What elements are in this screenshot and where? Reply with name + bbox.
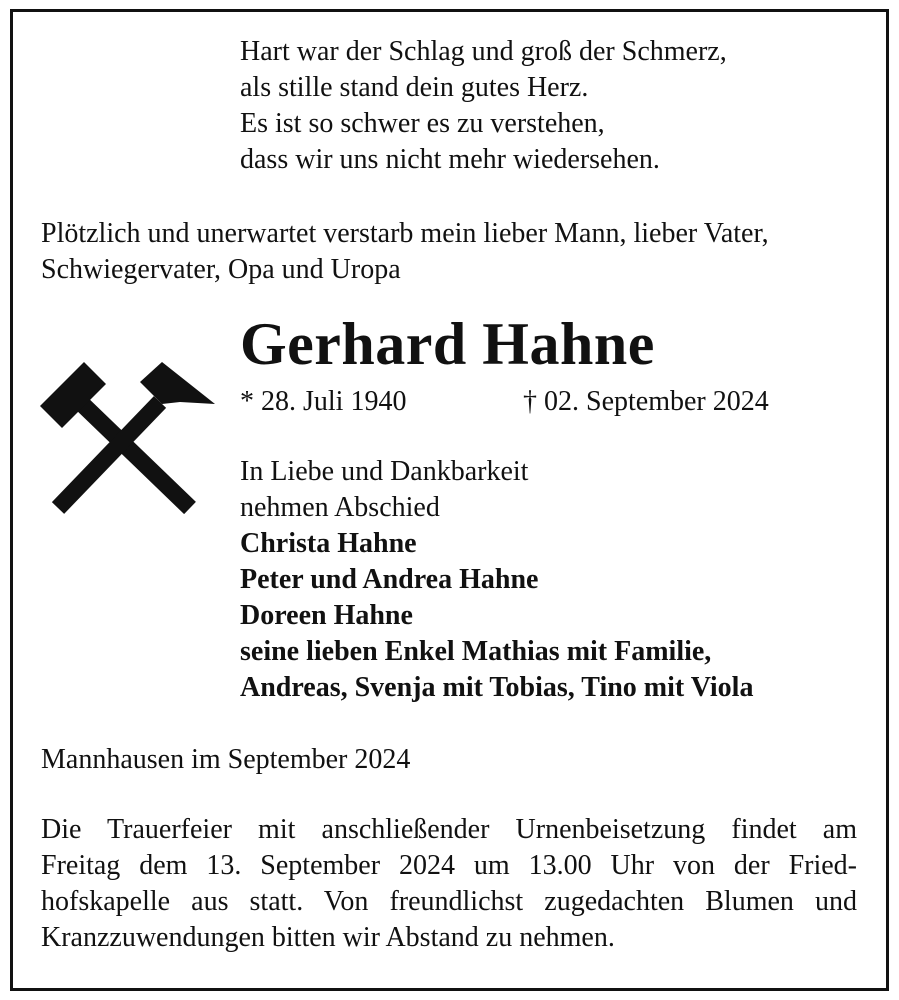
mourners-block: [240, 454, 753, 706]
poem-line: als stille stand dein gutes Herz.: [240, 72, 589, 103]
birth-date: * 28. Juli 1940: [240, 386, 407, 417]
service-line: Die Trauerfeier mit anschließender Urnenbeisetzung findet am: [41, 814, 857, 845]
announcement-line: Schwiegervater, Opa und Uropa: [41, 254, 401, 285]
mourners-intro-line: In Liebe und Dankbarkeit: [240, 456, 529, 487]
service-line: Freitag dem 13. September 2024 um 13.00 Uhr von der Fried-: [41, 850, 857, 881]
funeral-service-info: [41, 812, 857, 956]
hammer-and-pick-icon: [40, 362, 215, 514]
deceased-name: Gerhard Hahne: [240, 311, 655, 377]
mourner-name: seine lieben Enkel Mathias mit Familie,: [240, 636, 712, 667]
mourners-intro-line: nehmen Abschied: [240, 492, 440, 523]
poem-line: Hart war der Schlag und groß der Schmerz,: [240, 36, 727, 67]
place-and-date: Mannhausen im September 2024: [41, 744, 411, 775]
poem: [240, 34, 727, 178]
announcement-line: Plötzlich und unerwartet verstarb mein lieber Mann, lieber Vater,: [41, 218, 769, 249]
mourner-name: Christa Hahne: [240, 528, 417, 559]
death-date: † 02. September 2024: [523, 386, 769, 417]
mourner-name: Peter und Andrea Hahne: [240, 564, 539, 595]
poem-line: dass wir uns nicht mehr wiedersehen.: [240, 144, 660, 175]
mourner-name: Doreen Hahne: [240, 600, 413, 631]
mourner-name: Andreas, Svenja mit Tobias, Tino mit Viola: [240, 672, 754, 703]
announcement-text: [41, 216, 769, 288]
service-line: hofskapelle aus statt. Von freundlichst zugedachten Blumen und: [41, 886, 857, 917]
poem-line: Es ist so schwer es zu verstehen,: [240, 108, 605, 139]
service-line: Kranzzuwendungen bitten wir Abstand zu nehmen.: [41, 922, 615, 953]
